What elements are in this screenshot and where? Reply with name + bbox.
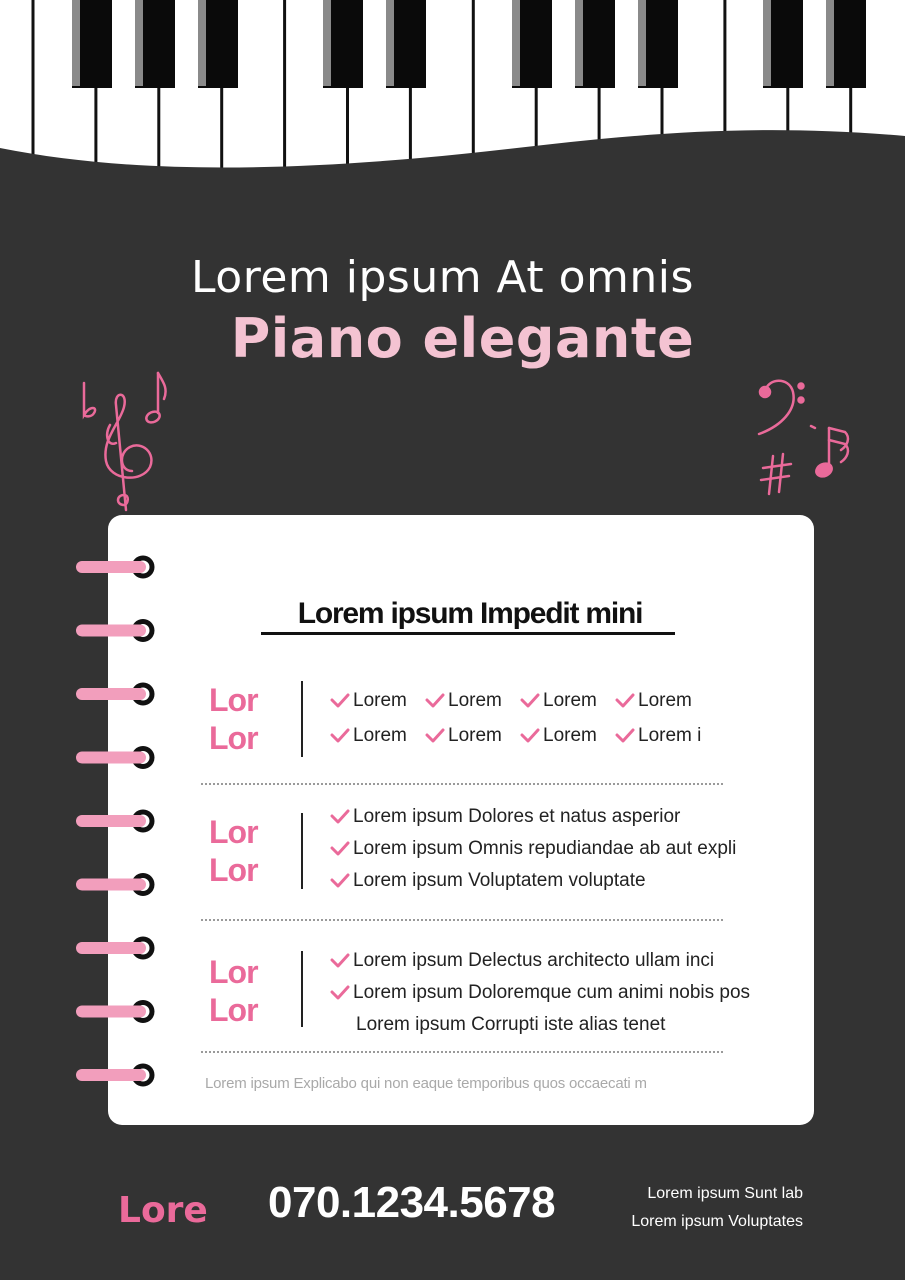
sixteenth-note-icon — [811, 426, 848, 479]
list-item — [425, 725, 520, 747]
treble-clef-icon — [105, 395, 151, 510]
list-item — [330, 725, 425, 747]
checklist-grid — [330, 683, 750, 753]
list-item-text: Lorem ipsum Corrupti iste alias tenet — [356, 1014, 666, 1035]
list-item — [615, 725, 710, 747]
list-item — [330, 801, 770, 833]
list-item — [330, 1009, 770, 1041]
section-label-line: Lor — [209, 954, 258, 990]
list-item-text: Lorem ipsum Dolores et natus asperior — [353, 806, 681, 827]
subtitle: Lorem ipsum At omnis — [191, 252, 694, 303]
title-underline — [261, 632, 675, 635]
section-divider — [301, 951, 303, 1027]
black-key — [198, 0, 238, 88]
check-icon — [520, 693, 540, 709]
footer-brand: Lore — [118, 1190, 208, 1231]
list-item — [520, 690, 615, 712]
list-item — [330, 865, 770, 897]
list-item-text: Lorem — [353, 724, 407, 746]
black-key — [386, 0, 426, 88]
list-item — [615, 690, 710, 712]
check-icon — [425, 693, 445, 709]
footer-line: Lorem ipsum Voluptates — [631, 1213, 803, 1230]
checklist — [330, 801, 770, 897]
list-item-text: Lorem — [448, 724, 502, 746]
list-item — [520, 725, 615, 747]
black-key — [826, 0, 866, 88]
black-key — [512, 0, 552, 88]
dotted-divider — [201, 783, 723, 785]
list-item-text: Lorem i — [638, 724, 702, 746]
sharp-icon — [761, 454, 791, 494]
list-item-text: Lorem — [353, 689, 407, 711]
list-item — [425, 690, 520, 712]
list-item-text: Lorem — [448, 689, 502, 711]
checklist — [330, 945, 770, 1041]
black-key — [638, 0, 678, 88]
section-label — [209, 953, 279, 1029]
flat-icon — [84, 383, 95, 416]
list-item-text: Lorem ipsum Delectus architecto ullam inci — [353, 950, 715, 971]
list-item — [330, 977, 770, 1009]
check-icon — [330, 873, 350, 889]
black-key — [72, 0, 112, 88]
check-icon — [330, 841, 350, 857]
check-icon — [330, 693, 350, 709]
check-icon — [330, 728, 350, 744]
section-label-line: Lor — [209, 992, 258, 1028]
list-item-text: Lorem ipsum Omnis repudiandae ab aut expli — [353, 838, 737, 859]
check-icon — [615, 693, 635, 709]
eighth-note-icon — [145, 373, 166, 424]
check-icon — [330, 809, 350, 825]
piano-keys-icon — [0, 0, 905, 200]
check-icon — [330, 985, 350, 1001]
section-label — [209, 681, 279, 757]
footer-line: Lorem ipsum Sunt lab — [647, 1185, 803, 1202]
bass-clef-icon — [759, 381, 804, 434]
section-divider — [301, 681, 303, 757]
section-label-line: Lor — [209, 814, 258, 850]
section-label-line: Lor — [209, 682, 258, 718]
music-notes-right — [745, 370, 860, 500]
list-item-text: Lorem — [543, 689, 597, 711]
page-title: Piano elegante — [230, 307, 695, 370]
section-label-line: Lor — [209, 852, 258, 888]
section-label-line: Lor — [209, 720, 258, 756]
check-icon — [330, 953, 350, 969]
footer-phone: 070.1234.5678 — [268, 1178, 556, 1227]
list-item-text: Lorem — [638, 689, 692, 711]
list-item — [330, 945, 770, 977]
headline — [0, 252, 905, 370]
black-key — [135, 0, 175, 88]
black-key — [323, 0, 363, 88]
check-icon — [425, 728, 445, 744]
section-label — [209, 813, 279, 889]
dotted-divider — [201, 919, 723, 921]
check-icon — [615, 728, 635, 744]
black-key — [575, 0, 615, 88]
grid-row — [330, 718, 750, 753]
music-notes-left — [72, 365, 182, 515]
check-icon — [520, 728, 540, 744]
dotted-divider — [201, 1051, 723, 1053]
list-item-text: Lorem ipsum Voluptatem voluptate — [353, 870, 646, 891]
list-item-text: Lorem ipsum Doloremque cum animi nobis pos — [353, 982, 751, 1003]
section-divider — [301, 813, 303, 889]
card-title: Lorem ipsum Impedit mini — [297, 597, 643, 630]
card-footnote: Lorem ipsum Explicabo qui non eaque temporibus quos occaecati m — [205, 1075, 647, 1092]
list-item — [330, 690, 425, 712]
list-item-text: Lorem — [543, 724, 597, 746]
black-key — [763, 0, 803, 88]
list-item — [330, 833, 770, 865]
footer-info — [631, 1180, 803, 1236]
grid-row — [330, 683, 750, 718]
